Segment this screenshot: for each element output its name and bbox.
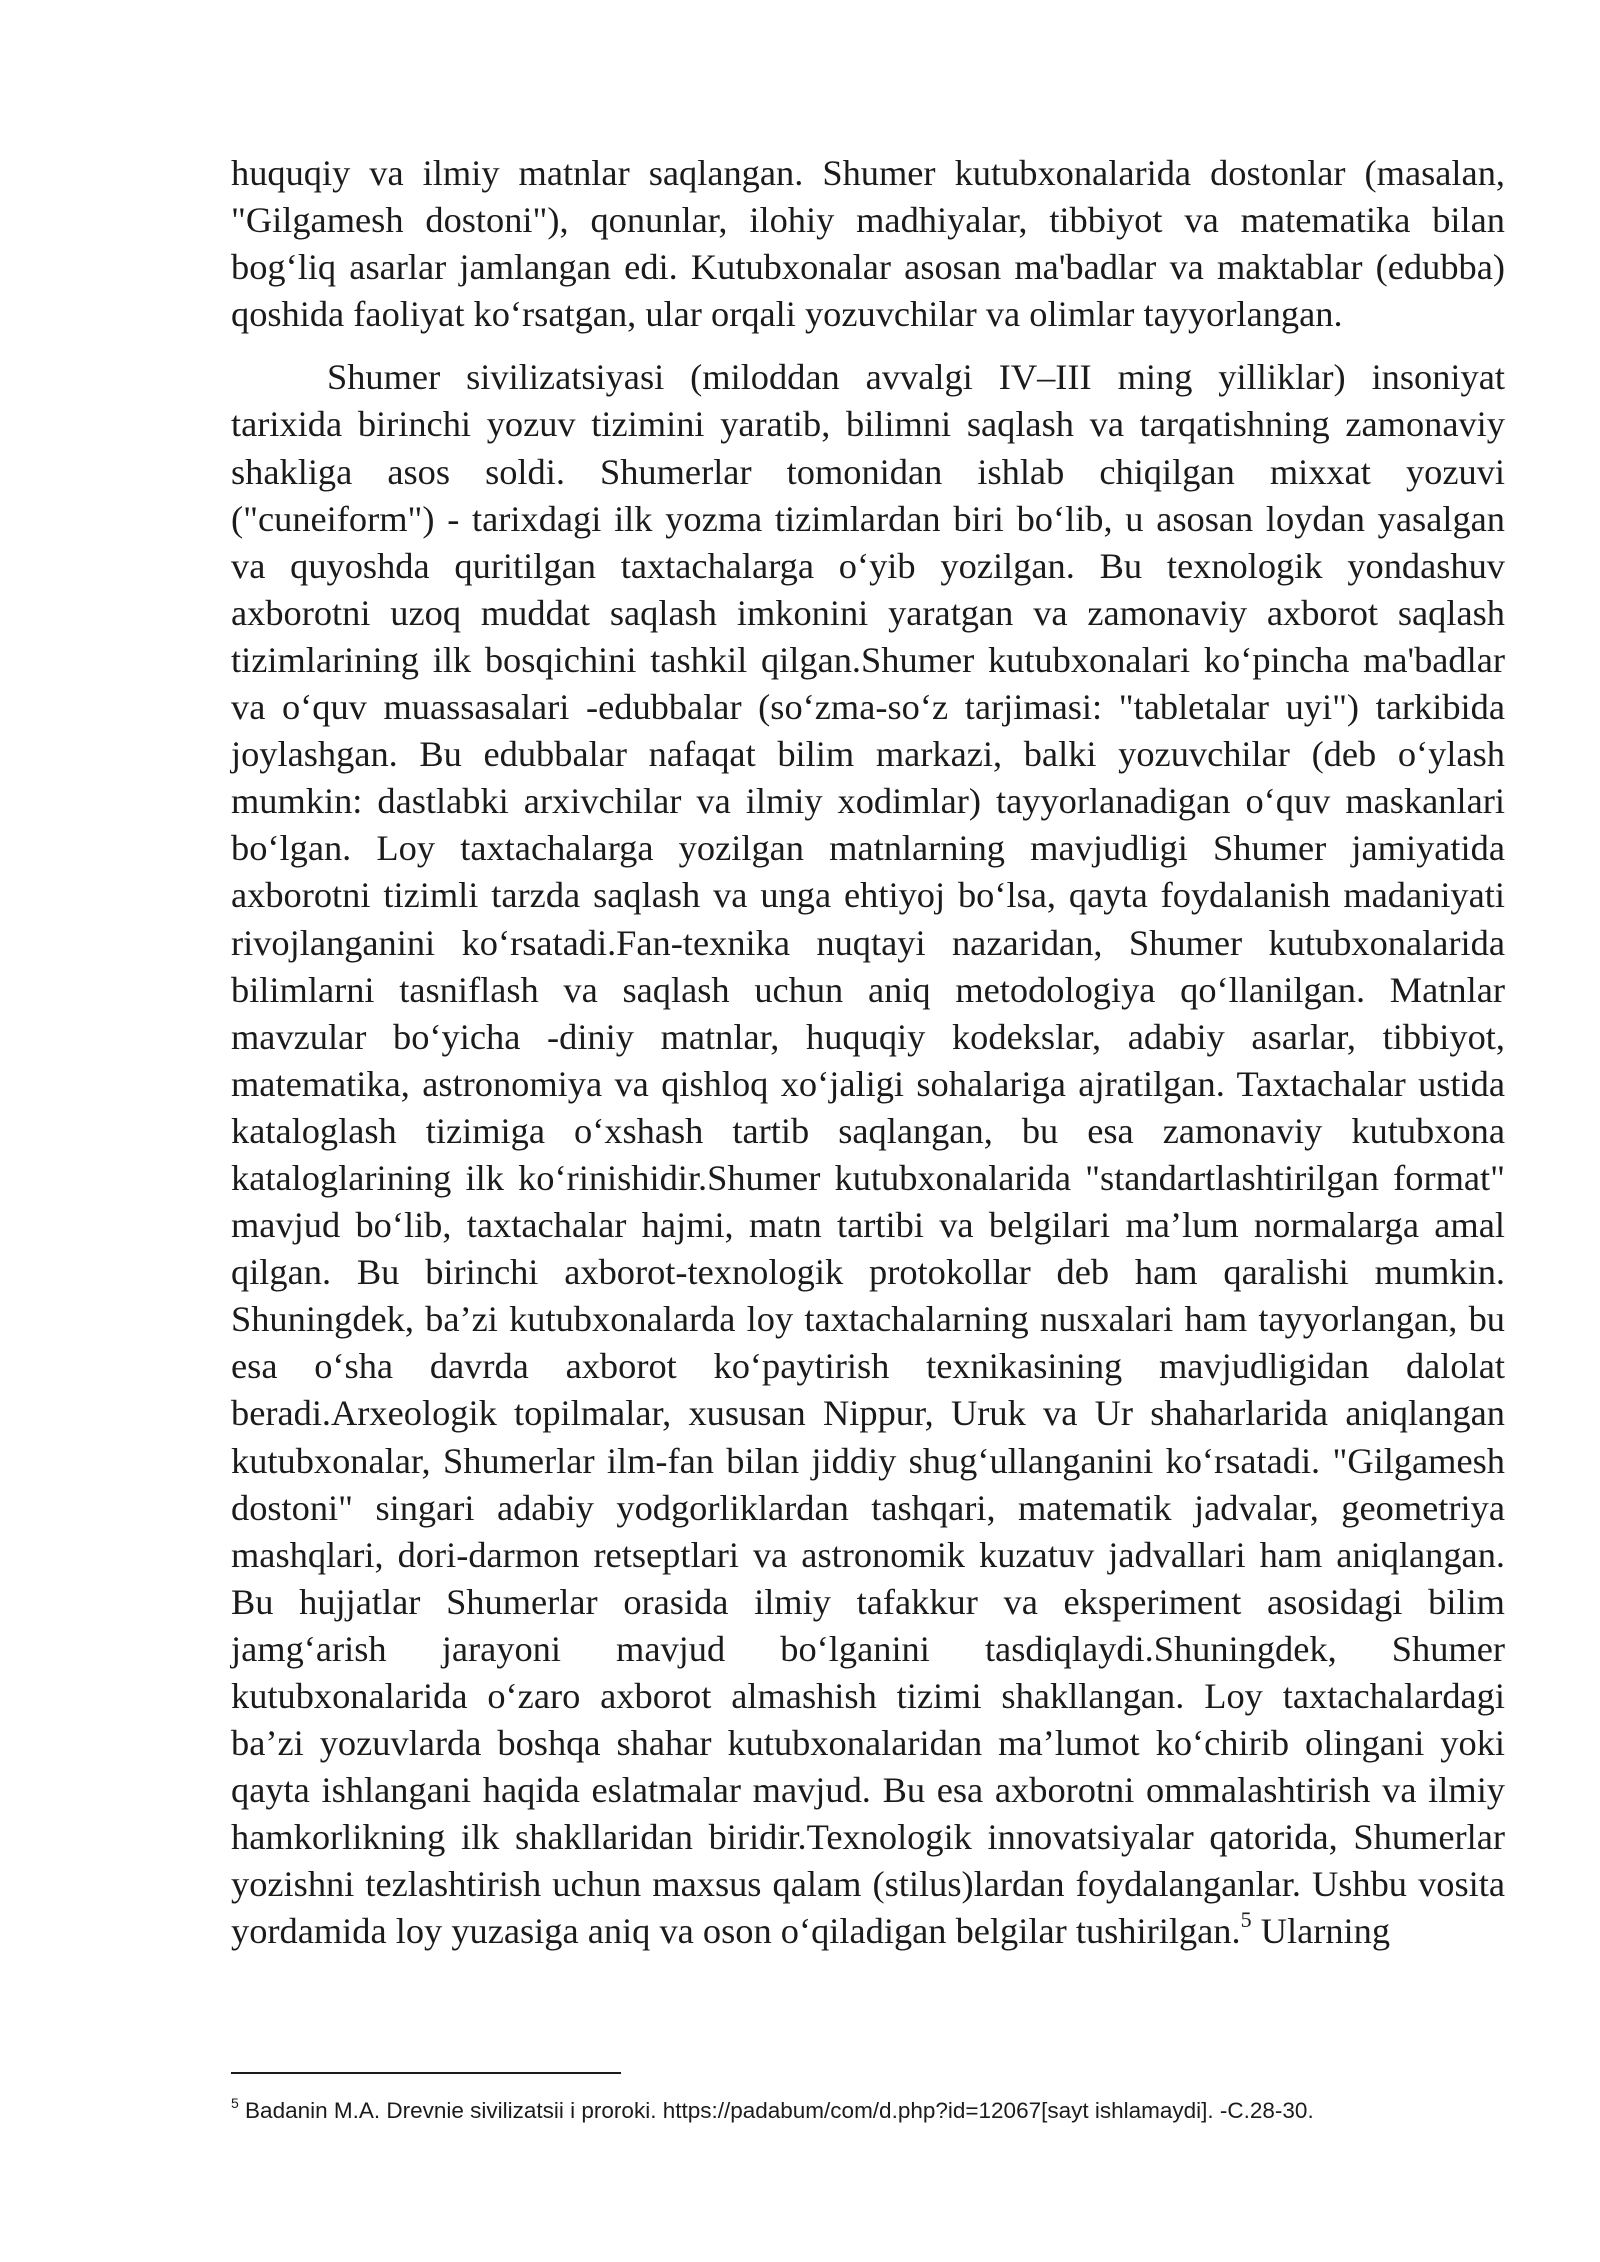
footnote [231, 2096, 1505, 2126]
paragraph-2-text: Shumer sivilizatsiyasi (miloddan avvalgi IV–III ming yilliklar) insoniyat tarixida birinchi yozuv tizimini yaratib, bilimni saqlash va tarqatishning zamonaviy shakliga asos soldi. Shumerlar tomonidan ishlab chiqilgan mixxat yozuvi ("cuneiform") - tarixdagi ilk yozma tizimlardan biri bo‘lib, u asosan loydan yasalgan va quyoshda quritilgan taxtachalarga o‘yib yozilgan. Bu texnologik yondashuv axborotni uzoq muddat saqlash imkonini yaratgan va zamonaviy axborot saqlash tizimlarining ilk bosqichini tashkil qilgan.Shumer kutubxonalari ko‘pincha ma'badlar va o‘quv muassasalari -edubbalar (so‘zma-so‘z tarjimasi: "tabletalar uyi") tarkibida joylashgan. Bu edubbalar nafaqat bilim markazi, balki yozuvchilar (deb o‘ylash mumkin: dastlabki arxivchilar va ilmiy xodimlar) tayyorlanadigan o‘quv maskanlari bo‘lgan. Loy taxtachalarga yozilgan matnlarning mavjudligi Shumer jamiyatida axborotni tizimli tarzda saqlash va unga ehtiyoj bo‘lsa, qayta foydalanish madaniyati rivojlanganini ko‘rsatadi.Fan-texnika nuqtayi nazaridan, Shumer kutubxonalarida bilimlarni tasniflash va saqlash uchun aniq metodologiya qo‘llanilgan. Matnlar mavzular bo‘yicha -diniy matnlar, huquqiy kodekslar, adabiy asarlar, tibbiyot, matematika, astronomiya va qishloq xo‘jaligi sohalariga ajratilgan. Taxtachalar ustida kataloglash tizimiga o‘xshash tartib saqlangan, bu esa zamonaviy kutubxona kataloglarining ilk ko‘rinishidir.Shumer kutubxonalarida "standartlashtirilgan format" mavjud bo‘lib, taxtachalar hajmi, matn tartibi va belgilari ma’lum normalarga amal qilgan. Bu birinchi axborot-texnologik protokollar deb ham qaralishi mumkin. Shuningdek, ba’zi kutubxonalarda loy taxtachalarning nusxalari ham tayyorlangan, bu esa o‘sha davrda axborot ko‘paytirish texnikasining mavjudligidan dalolat beradi.Arxeologik topilmalar, xususan Nippur, Uruk va Ur shaharlarida aniqlangan kutubxonalar, Shumerlar ilm-fan bilan jiddiy shug‘ullanganini ko‘rsatadi. "Gilgamesh dostoni" singari adabiy yodgorliklardan tashqari, matematik jadvalar, geometriya mashqlari, dori-darmon retseptlari va astronomik kuzatuv jadvallari ham aniqlangan. Bu hujjatlar Shumerlar orasida ilmiy tafakkur va eksperiment asosidagi bilim jamg‘arish jarayoni mavjud bo‘lganini tasdiqlaydi.Shuningdek, Shumer kutubxonalarida o‘zaro axborot almashish tizimi shakllangan. Loy taxtachalardagi ba’zi yozuvlarda boshqa shahar kutubxonalaridan ma’lumot ko‘chirib olingani yoki qayta ishlangani haqida eslatmalar mavjud. Bu esa axborotni ommalashtirish va ilmiy hamkorlikning ilk shakllaridan biridir.Texnologik innovatsiyalar qatorida, Shumerlar yozishni tezlashtirish uchun maxsus qalam (stilus)lardan foydalanganlar. Ushbu vosita yordamida loy yuzasiga aniq va oson o‘qiladigan belgilar tushirilgan. [231, 357, 1505, 1952]
paragraph-2-tail: Ularning [1251, 1911, 1391, 1952]
footnote-separator [231, 2072, 621, 2074]
footnote-reference[interactable]: 5 [1240, 1907, 1252, 1933]
footnote-number: 5 [231, 2095, 239, 2112]
paragraph-1: huquqiy va ilmiy matnlar saqlangan. Shumer kutubxonalarida dostonlar (masalan, "Gilgamesh dostoni"), qonunlar, ilohiy madhiyalar, tibbiyot va matematika bilan bog‘liq asarlar jamlangan edi. Kutubxonalar asosan ma'badlar va maktablar (edubba) qoshida faoliyat ko‘rsatgan, ular orqali yozuvchilar va olimlar tayyorlangan. [231, 153, 1505, 335]
footnote-text: Badanin M.A. Drevnie sivilizatsii i proroki. https://padabum/com/d.php?id=12067[sayt ishlamaydi]. -C.28-30. [238, 2098, 1314, 2123]
main-text [231, 150, 1505, 1956]
paragraph-2 [231, 354, 1505, 1955]
